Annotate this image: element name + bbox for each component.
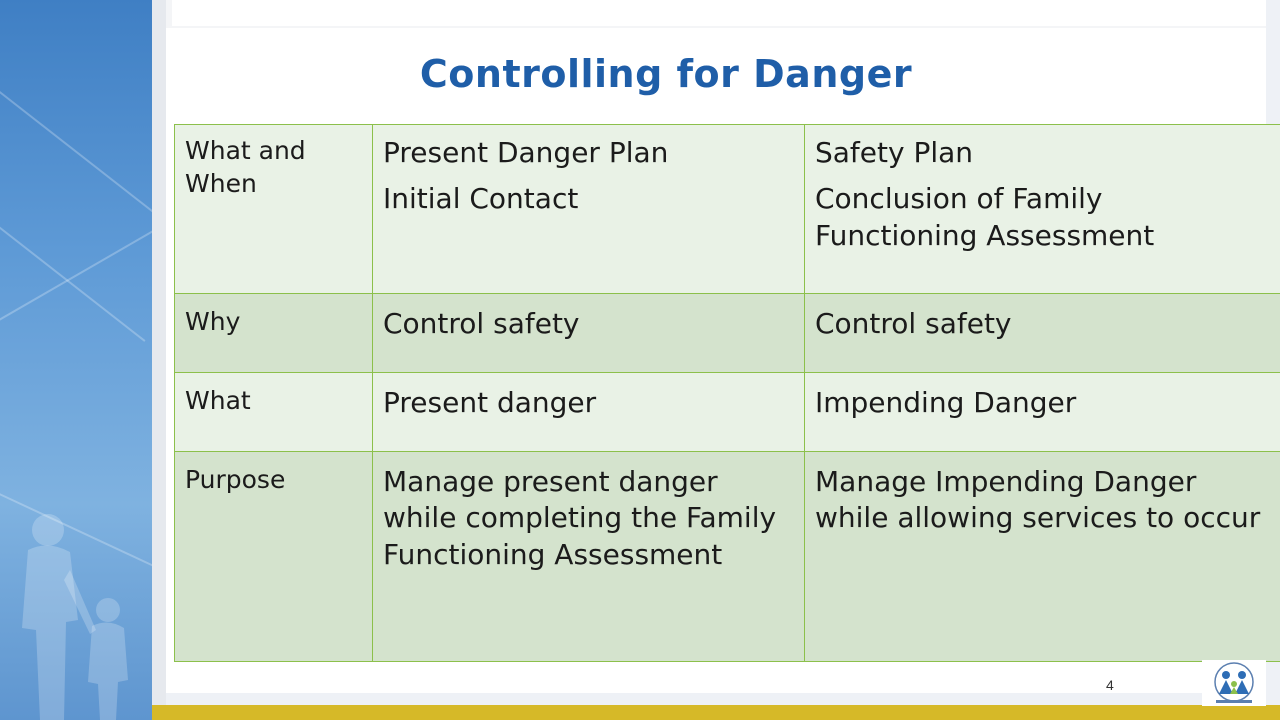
cell-text: Control safety (815, 307, 1012, 340)
present-danger-plan-cell (373, 125, 805, 294)
table-row (175, 294, 1280, 373)
side-divider (152, 0, 166, 705)
bottom-accent-bar (152, 705, 1280, 720)
row-label: Purpose (175, 452, 373, 662)
slide-title: Controlling for Danger (419, 52, 913, 96)
safety-plan-cell (805, 125, 1280, 294)
present-danger-plan-cell (373, 373, 805, 452)
table-row (175, 125, 1280, 294)
row-label: Why (175, 294, 373, 373)
present-danger-plan-cell (373, 294, 805, 373)
row-label: What (175, 373, 373, 452)
cell-text: Impending Danger (815, 386, 1077, 419)
danger-plan-table (174, 124, 1280, 662)
cell-text: Safety Plan (815, 136, 974, 169)
family-silhouette-icon (0, 500, 152, 720)
organization-logo-icon (1202, 660, 1266, 706)
decorative-side-panel (0, 0, 152, 720)
page-number: 4 (1106, 677, 1114, 693)
present-danger-plan-cell (373, 452, 805, 662)
safety-plan-cell (805, 373, 1280, 452)
cell-text: Manage Impending Danger while allowing services to occur (815, 465, 1261, 535)
table-row (175, 452, 1280, 662)
cell-text: Present danger (383, 386, 597, 419)
cell-text: Initial Contact (383, 182, 579, 216)
top-band (166, 0, 1280, 28)
cell-text: Conclusion of Family Functioning Assessment (815, 182, 1155, 252)
safety-plan-cell (805, 294, 1280, 373)
row-label: What and When (175, 125, 373, 294)
safety-plan-cell (805, 452, 1280, 662)
cell-text: Control safety (383, 307, 580, 340)
cell-text: Present Danger Plan (383, 136, 669, 169)
cell-text: Manage present danger while completing the Family Functioning Assessment (383, 465, 777, 571)
table-row (175, 373, 1280, 452)
